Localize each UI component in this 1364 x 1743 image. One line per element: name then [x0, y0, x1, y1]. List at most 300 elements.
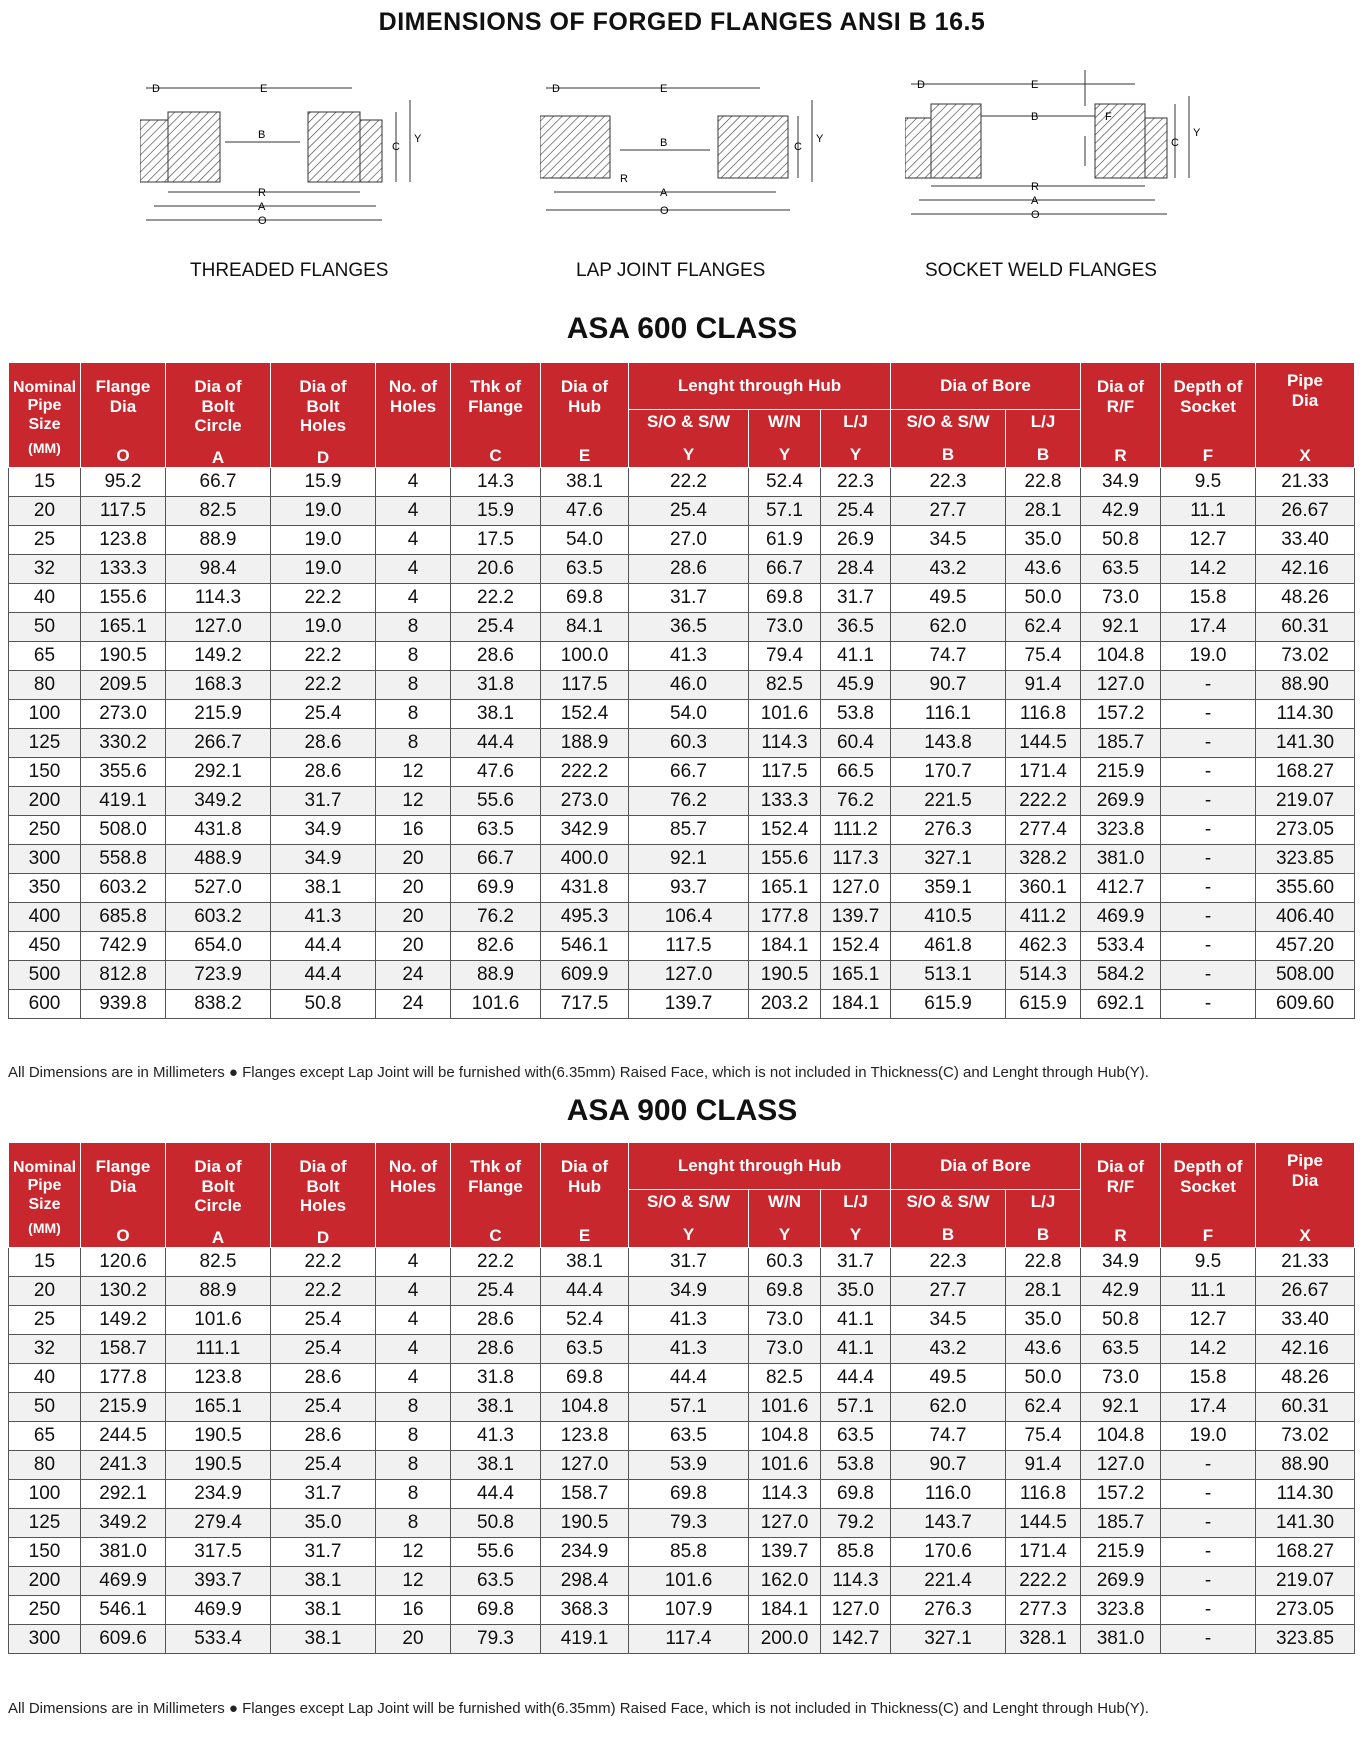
cell-bolt-circle: 317.5 — [166, 1538, 271, 1567]
cell-bore-lj: 171.4 — [1006, 1538, 1081, 1567]
cell-thk-flange: 15.9 — [451, 497, 541, 526]
cell-no-holes: 8 — [376, 1509, 451, 1538]
cell-bolt-holes: 22.2 — [271, 671, 376, 700]
cell-pipe-dia: 21.33 — [1256, 468, 1355, 497]
cell-bore-so: 276.3 — [891, 816, 1006, 845]
cell-bore-lj: 144.5 — [1006, 1509, 1081, 1538]
cell-dia-rf: 215.9 — [1081, 1538, 1161, 1567]
cell-bore-lj: 277.3 — [1006, 1596, 1081, 1625]
cell-nominal-size: 200 — [9, 1567, 81, 1596]
cell-dia-rf: 92.1 — [1081, 1393, 1161, 1422]
cell-len-lj: 139.7 — [821, 903, 891, 932]
cell-bore-so: 27.7 — [891, 1277, 1006, 1306]
cell-thk-flange: 25.4 — [451, 1277, 541, 1306]
cell-bolt-circle: 234.9 — [166, 1480, 271, 1509]
cell-len-so: 31.7 — [629, 584, 749, 613]
cell-dia-hub: 188.9 — [541, 729, 629, 758]
cell-depth-socket: 11.1 — [1161, 497, 1256, 526]
header-nominal-pipe-size — [9, 1143, 81, 1248]
table-row — [9, 642, 1355, 671]
cell-bore-so: 221.4 — [891, 1567, 1006, 1596]
cell-thk-flange: 28.6 — [451, 1306, 541, 1335]
cell-len-wn: 177.8 — [749, 903, 821, 932]
cell-dia-hub: 38.1 — [541, 1248, 629, 1277]
cell-len-wn: 101.6 — [749, 1451, 821, 1480]
cell-thk-flange: 31.8 — [451, 671, 541, 700]
cell-bolt-circle: 266.7 — [166, 729, 271, 758]
cell-flange-dia: 95.2 — [81, 468, 166, 497]
cell-len-wn: 66.7 — [749, 555, 821, 584]
dim-label-e: E — [660, 83, 668, 95]
cell-len-so: 41.3 — [629, 1306, 749, 1335]
header-len-wn: W/N Y — [749, 1189, 821, 1248]
cell-pipe-dia: 168.27 — [1256, 1538, 1355, 1567]
cell-thk-flange: 47.6 — [451, 758, 541, 787]
cell-thk-flange: 101.6 — [451, 990, 541, 1019]
cell-bolt-holes: 31.7 — [271, 1480, 376, 1509]
cell-len-lj: 76.2 — [821, 787, 891, 816]
cell-len-so: 25.4 — [629, 497, 749, 526]
cell-len-so: 106.4 — [629, 903, 749, 932]
cell-len-so: 69.8 — [629, 1480, 749, 1509]
cell-thk-flange: 38.1 — [451, 1393, 541, 1422]
table-row — [9, 1393, 1355, 1422]
cell-flange-dia: 241.3 — [81, 1451, 166, 1480]
cell-len-lj: 53.8 — [821, 1451, 891, 1480]
cell-flange-dia: 812.8 — [81, 961, 166, 990]
table-row — [9, 468, 1355, 497]
cell-bolt-circle: 190.5 — [166, 1422, 271, 1451]
cell-dia-hub: 63.5 — [541, 1335, 629, 1364]
cell-pipe-dia: 60.31 — [1256, 1393, 1355, 1422]
cell-nominal-size: 15 — [9, 468, 81, 497]
cell-no-holes: 16 — [376, 1596, 451, 1625]
cell-pipe-dia: 88.90 — [1256, 1451, 1355, 1480]
cell-no-holes: 4 — [376, 526, 451, 555]
cell-pipe-dia: 26.67 — [1256, 1277, 1355, 1306]
cell-flange-dia: 158.7 — [81, 1335, 166, 1364]
cell-flange-dia: 742.9 — [81, 932, 166, 961]
cell-dia-rf: 104.8 — [1081, 1422, 1161, 1451]
cell-bolt-holes: 22.2 — [271, 584, 376, 613]
cell-pipe-dia: 48.26 — [1256, 584, 1355, 613]
table-row — [9, 816, 1355, 845]
cell-dia-hub: 368.3 — [541, 1596, 629, 1625]
asa-600-title: ASA 600 CLASS — [566, 312, 798, 345]
cell-bore-lj: 328.1 — [1006, 1625, 1081, 1654]
table-row — [9, 1625, 1355, 1654]
cell-flange-dia: 508.0 — [81, 816, 166, 845]
cell-nominal-size: 400 — [9, 903, 81, 932]
dim-label-a: A — [1031, 195, 1039, 207]
cell-dia-hub: 495.3 — [541, 903, 629, 932]
header-bore-so: S/O & S/W B — [891, 1189, 1006, 1248]
cell-bore-so: 410.5 — [891, 903, 1006, 932]
cell-no-holes: 8 — [376, 613, 451, 642]
table-row — [9, 1567, 1355, 1596]
cell-no-holes: 8 — [376, 671, 451, 700]
cell-len-lj: 41.1 — [821, 642, 891, 671]
cell-depth-socket: 9.5 — [1161, 1248, 1256, 1277]
cell-bore-so: 62.0 — [891, 1393, 1006, 1422]
cell-dia-hub: 104.8 — [541, 1393, 629, 1422]
cell-dia-hub: 69.8 — [541, 584, 629, 613]
cell-no-holes: 8 — [376, 729, 451, 758]
cell-bolt-holes: 38.1 — [271, 1596, 376, 1625]
cell-bore-so: 170.6 — [891, 1538, 1006, 1567]
cell-len-wn: 127.0 — [749, 1509, 821, 1538]
dim-label-b: B — [258, 129, 266, 141]
cell-no-holes: 12 — [376, 758, 451, 787]
cell-bore-lj: 411.2 — [1006, 903, 1081, 932]
cell-bore-lj: 35.0 — [1006, 1306, 1081, 1335]
cell-len-so: 79.3 — [629, 1509, 749, 1538]
cell-len-lj: 165.1 — [821, 961, 891, 990]
header-thk-flange: Thk of Flange C — [451, 363, 541, 468]
cell-bolt-holes: 25.4 — [271, 1451, 376, 1480]
cell-nominal-size: 150 — [9, 1538, 81, 1567]
cell-dia-hub: 127.0 — [541, 1451, 629, 1480]
socket-weld-flange-caption: SOCKET WELD FLANGES — [925, 260, 1157, 281]
cell-pipe-dia: 609.60 — [1256, 990, 1355, 1019]
cell-nominal-size: 15 — [9, 1248, 81, 1277]
cell-dia-rf: 127.0 — [1081, 671, 1161, 700]
cell-nominal-size: 80 — [9, 671, 81, 700]
header-len-lj: L/J Y — [821, 1189, 891, 1248]
cell-bore-lj: 91.4 — [1006, 1451, 1081, 1480]
cell-bore-lj: 22.8 — [1006, 1248, 1081, 1277]
header-dia-rf: Dia of R/F R — [1081, 1143, 1161, 1248]
cell-no-holes: 20 — [376, 874, 451, 903]
cell-thk-flange: 25.4 — [451, 613, 541, 642]
cell-nominal-size: 25 — [9, 526, 81, 555]
cell-len-wn: 79.4 — [749, 642, 821, 671]
table-row — [9, 729, 1355, 758]
cell-bolt-holes: 41.3 — [271, 903, 376, 932]
cell-dia-rf: 63.5 — [1081, 555, 1161, 584]
dim-label-c: C — [392, 141, 400, 153]
cell-thk-flange: 22.2 — [451, 1248, 541, 1277]
header-nominal-line2: Pipe — [27, 397, 62, 415]
cell-pipe-dia: 48.26 — [1256, 1364, 1355, 1393]
cell-depth-socket: - — [1161, 1509, 1256, 1538]
cell-no-holes: 4 — [376, 555, 451, 584]
cell-bore-lj: 462.3 — [1006, 932, 1081, 961]
cell-flange-dia: 558.8 — [81, 845, 166, 874]
cell-nominal-size: 250 — [9, 1596, 81, 1625]
cell-bore-lj: 116.8 — [1006, 1480, 1081, 1509]
header-no-holes: No. of Holes — [376, 1143, 451, 1248]
cell-pipe-dia: 323.85 — [1256, 1625, 1355, 1654]
cell-flange-dia: 244.5 — [81, 1422, 166, 1451]
table-row — [9, 1509, 1355, 1538]
cell-bore-lj: 91.4 — [1006, 671, 1081, 700]
header-length-hub: Lenght through Hub — [629, 363, 891, 410]
cell-bolt-circle: 533.4 — [166, 1625, 271, 1654]
dim-label-o: O — [258, 215, 267, 227]
cell-flange-dia: 685.8 — [81, 903, 166, 932]
header-len-so: S/O & S/W Y — [629, 1189, 749, 1248]
cell-dia-hub: 609.9 — [541, 961, 629, 990]
asa-900-rows — [9, 1248, 1355, 1654]
header-nominal-line3: Size — [28, 1195, 61, 1213]
cell-thk-flange: 79.3 — [451, 1625, 541, 1654]
cell-dia-rf: 42.9 — [1081, 497, 1161, 526]
cell-len-wn: 184.1 — [749, 1596, 821, 1625]
cell-flange-dia: 939.8 — [81, 990, 166, 1019]
cell-bore-lj: 514.3 — [1006, 961, 1081, 990]
cell-dia-hub: 222.2 — [541, 758, 629, 787]
cell-thk-flange: 41.3 — [451, 1422, 541, 1451]
cell-no-holes: 16 — [376, 816, 451, 845]
cell-depth-socket: - — [1161, 1567, 1256, 1596]
cell-depth-socket: 11.1 — [1161, 1277, 1256, 1306]
cell-bore-so: 359.1 — [891, 874, 1006, 903]
cell-nominal-size: 300 — [9, 1625, 81, 1654]
cell-bore-so: 90.7 — [891, 671, 1006, 700]
cell-bolt-holes: 44.4 — [271, 961, 376, 990]
cell-bolt-circle: 165.1 — [166, 1393, 271, 1422]
cell-bore-lj: 116.8 — [1006, 700, 1081, 729]
cell-dia-rf: 269.9 — [1081, 787, 1161, 816]
cell-dia-rf: 50.8 — [1081, 526, 1161, 555]
cell-len-so: 44.4 — [629, 1364, 749, 1393]
cell-bore-so: 43.2 — [891, 1335, 1006, 1364]
cell-bore-so: 34.5 — [891, 1306, 1006, 1335]
header-pipe-dia: Pipe Dia X — [1256, 363, 1355, 468]
cell-depth-socket: 15.8 — [1161, 584, 1256, 613]
cell-dia-rf: 50.8 — [1081, 1306, 1161, 1335]
cell-len-lj: 22.3 — [821, 468, 891, 497]
header-dia-hub: Dia of Hub E — [541, 1143, 629, 1248]
cell-pipe-dia: 508.00 — [1256, 961, 1355, 990]
cell-dia-rf: 92.1 — [1081, 613, 1161, 642]
cell-nominal-size: 125 — [9, 729, 81, 758]
cell-len-so: 63.5 — [629, 1422, 749, 1451]
table-row — [9, 845, 1355, 874]
cell-bolt-holes: 25.4 — [271, 1393, 376, 1422]
cell-pipe-dia: 73.02 — [1256, 1422, 1355, 1451]
cell-dia-hub: 546.1 — [541, 932, 629, 961]
cell-bore-lj: 43.6 — [1006, 1335, 1081, 1364]
dim-label-y: Y — [816, 133, 824, 145]
header-dia-hub: Dia of Hub E — [541, 363, 629, 468]
cell-bore-lj: 62.4 — [1006, 613, 1081, 642]
cell-depth-socket: - — [1161, 671, 1256, 700]
cell-bore-so: 143.7 — [891, 1509, 1006, 1538]
cell-len-so: 101.6 — [629, 1567, 749, 1596]
cell-no-holes: 24 — [376, 990, 451, 1019]
cell-no-holes: 12 — [376, 1567, 451, 1596]
cell-no-holes: 8 — [376, 1422, 451, 1451]
cell-pipe-dia: 273.05 — [1256, 1596, 1355, 1625]
header-bolt-circle: Dia of Bolt Circle A — [166, 363, 271, 468]
cell-depth-socket: 15.8 — [1161, 1364, 1256, 1393]
cell-nominal-size: 40 — [9, 1364, 81, 1393]
cell-dia-rf: 692.1 — [1081, 990, 1161, 1019]
cell-len-lj: 31.7 — [821, 1248, 891, 1277]
cell-bolt-circle: 279.4 — [166, 1509, 271, 1538]
header-len-wn: W/N Y — [749, 409, 821, 468]
cell-no-holes: 4 — [376, 1277, 451, 1306]
cell-depth-socket: - — [1161, 1451, 1256, 1480]
cell-nominal-size: 100 — [9, 1480, 81, 1509]
cell-len-lj: 31.7 — [821, 584, 891, 613]
cell-pipe-dia: 21.33 — [1256, 1248, 1355, 1277]
table-row — [9, 1451, 1355, 1480]
dim-label-b: B — [660, 137, 668, 149]
cell-bore-so: 116.0 — [891, 1480, 1006, 1509]
cell-pipe-dia: 273.05 — [1256, 816, 1355, 845]
cell-dia-hub: 54.0 — [541, 526, 629, 555]
cell-bore-so: 62.0 — [891, 613, 1006, 642]
cell-nominal-size: 80 — [9, 1451, 81, 1480]
cell-dia-hub: 63.5 — [541, 555, 629, 584]
cell-no-holes: 12 — [376, 1538, 451, 1567]
cell-dia-hub: 431.8 — [541, 874, 629, 903]
cell-pipe-dia: 33.40 — [1256, 526, 1355, 555]
cell-nominal-size: 50 — [9, 613, 81, 642]
cell-len-wn: 101.6 — [749, 700, 821, 729]
cell-depth-socket: - — [1161, 729, 1256, 758]
cell-len-wn: 57.1 — [749, 497, 821, 526]
cell-depth-socket: 19.0 — [1161, 1422, 1256, 1451]
cell-dia-hub: 298.4 — [541, 1567, 629, 1596]
header-depth-socket: Depth of Socket F — [1161, 1143, 1256, 1248]
cell-depth-socket: 12.7 — [1161, 526, 1256, 555]
dim-label-e: E — [260, 83, 268, 95]
cell-depth-socket: - — [1161, 874, 1256, 903]
cell-bolt-holes: 19.0 — [271, 555, 376, 584]
cell-bolt-holes: 28.6 — [271, 1422, 376, 1451]
lap-joint-flange-diagram — [540, 70, 840, 290]
cell-flange-dia: 603.2 — [81, 874, 166, 903]
cell-bolt-circle: 82.5 — [166, 1248, 271, 1277]
cell-bore-so: 49.5 — [891, 584, 1006, 613]
header-nominal-line3: Size — [28, 415, 61, 433]
header-nominal-line2: Pipe — [27, 1177, 62, 1195]
cell-bolt-holes: 15.9 — [271, 468, 376, 497]
cell-pipe-dia: 88.90 — [1256, 671, 1355, 700]
cell-bolt-circle: 488.9 — [166, 845, 271, 874]
cell-len-wn: 200.0 — [749, 1625, 821, 1654]
cell-thk-flange: 63.5 — [451, 1567, 541, 1596]
cell-len-lj: 79.2 — [821, 1509, 891, 1538]
cell-no-holes: 4 — [376, 1335, 451, 1364]
cell-bore-lj: 28.1 — [1006, 1277, 1081, 1306]
cell-len-so: 57.1 — [629, 1393, 749, 1422]
asa-900-title: ASA 900 CLASS — [566, 1094, 798, 1127]
cell-depth-socket: 19.0 — [1161, 642, 1256, 671]
cell-dia-hub: 717.5 — [541, 990, 629, 1019]
cell-bolt-holes: 38.1 — [271, 1625, 376, 1654]
cell-bore-lj: 615.9 — [1006, 990, 1081, 1019]
cell-no-holes: 4 — [376, 584, 451, 613]
cell-dia-rf: 533.4 — [1081, 932, 1161, 961]
cell-len-wn: 203.2 — [749, 990, 821, 1019]
cell-thk-flange: 55.6 — [451, 787, 541, 816]
cell-len-so: 85.8 — [629, 1538, 749, 1567]
cell-bore-lj: 75.4 — [1006, 642, 1081, 671]
cell-flange-dia: 149.2 — [81, 1306, 166, 1335]
cell-dia-rf: 584.2 — [1081, 961, 1161, 990]
cell-dia-rf: 381.0 — [1081, 845, 1161, 874]
cell-nominal-size: 50 — [9, 1393, 81, 1422]
header-dia-bore: Dia of Bore — [891, 1143, 1081, 1190]
cell-len-so: 34.9 — [629, 1277, 749, 1306]
cell-len-wn: 139.7 — [749, 1538, 821, 1567]
cell-flange-dia: 349.2 — [81, 1509, 166, 1538]
cell-dia-rf: 73.0 — [1081, 1364, 1161, 1393]
cell-nominal-size: 250 — [9, 816, 81, 845]
cell-dia-rf: 185.7 — [1081, 1509, 1161, 1538]
dim-label-r: R — [258, 187, 266, 199]
table-row — [9, 700, 1355, 729]
cell-dia-hub: 342.9 — [541, 816, 629, 845]
cell-pipe-dia: 60.31 — [1256, 613, 1355, 642]
cell-bolt-circle: 66.7 — [166, 468, 271, 497]
cell-bolt-holes: 38.1 — [271, 1567, 376, 1596]
cell-thk-flange: 44.4 — [451, 1480, 541, 1509]
cell-bolt-holes: 25.4 — [271, 1306, 376, 1335]
cell-dia-rf: 34.9 — [1081, 1248, 1161, 1277]
cell-thk-flange: 88.9 — [451, 961, 541, 990]
dim-label-r: R — [620, 173, 628, 185]
cell-len-so: 27.0 — [629, 526, 749, 555]
cell-no-holes: 8 — [376, 642, 451, 671]
table-row — [9, 1480, 1355, 1509]
cell-dia-hub: 100.0 — [541, 642, 629, 671]
cell-dia-rf: 73.0 — [1081, 584, 1161, 613]
cell-depth-socket: - — [1161, 903, 1256, 932]
dim-label-c: C — [1171, 137, 1179, 149]
cell-thk-flange: 44.4 — [451, 729, 541, 758]
cell-bore-lj: 222.2 — [1006, 1567, 1081, 1596]
cell-nominal-size: 32 — [9, 1335, 81, 1364]
cell-dia-hub: 234.9 — [541, 1538, 629, 1567]
cell-dia-rf: 215.9 — [1081, 758, 1161, 787]
cell-len-lj: 63.5 — [821, 1422, 891, 1451]
cell-len-so: 41.3 — [629, 642, 749, 671]
cell-bolt-holes: 22.2 — [271, 1248, 376, 1277]
table-row — [9, 990, 1355, 1019]
cell-bore-lj: 328.2 — [1006, 845, 1081, 874]
header-bolt-circle: Dia of Bolt Circle A — [166, 1143, 271, 1248]
cell-len-wn: 190.5 — [749, 961, 821, 990]
header-nominal-line1: Nominal — [12, 379, 77, 396]
header-bore-lj: L/J B — [1006, 1189, 1081, 1248]
cell-bore-lj: 144.5 — [1006, 729, 1081, 758]
cell-len-wn: 114.3 — [749, 729, 821, 758]
cell-no-holes: 4 — [376, 1248, 451, 1277]
cell-pipe-dia: 168.27 — [1256, 758, 1355, 787]
cell-dia-rf: 269.9 — [1081, 1567, 1161, 1596]
header-bore-lj: L/J B — [1006, 409, 1081, 468]
cell-flange-dia: 190.5 — [81, 642, 166, 671]
cell-len-so: 60.3 — [629, 729, 749, 758]
cell-len-so: 41.3 — [629, 1335, 749, 1364]
cell-len-wn: 82.5 — [749, 1364, 821, 1393]
cell-thk-flange: 22.2 — [451, 584, 541, 613]
cell-depth-socket: - — [1161, 1596, 1256, 1625]
cell-flange-dia: 330.2 — [81, 729, 166, 758]
header-bolt-holes: Dia of Bolt Holes D — [271, 363, 376, 468]
dim-label-y: Y — [414, 133, 422, 145]
cell-bore-so: 327.1 — [891, 845, 1006, 874]
cell-flange-dia: 292.1 — [81, 1480, 166, 1509]
cell-dia-hub: 123.8 — [541, 1422, 629, 1451]
cell-nominal-size: 20 — [9, 1277, 81, 1306]
